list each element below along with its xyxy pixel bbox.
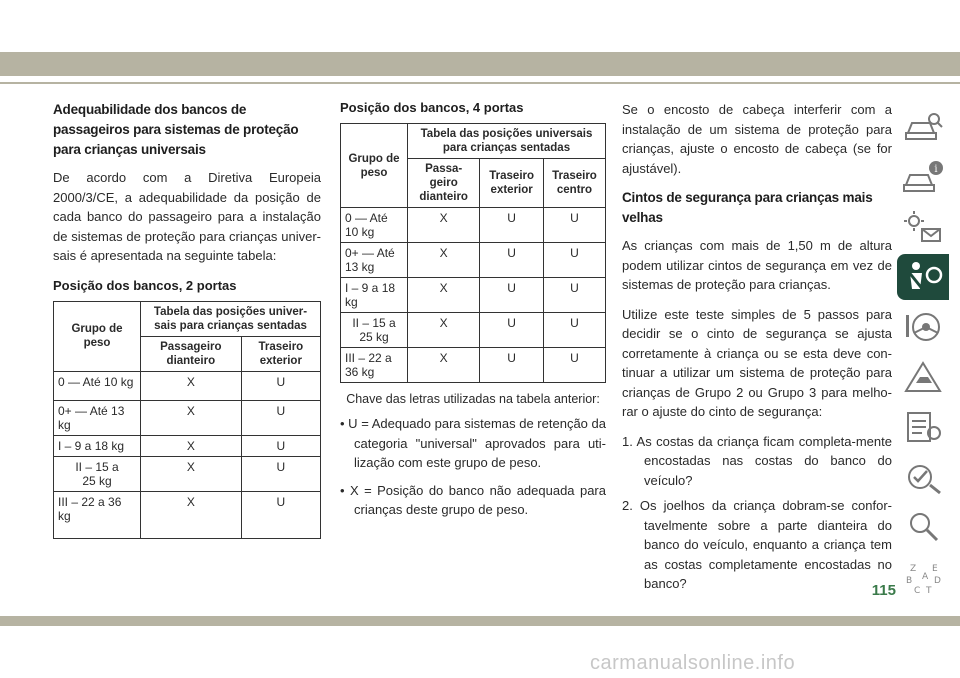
header-rear-outboard: Traseiro exterior bbox=[480, 159, 544, 208]
tab-maintenance[interactable] bbox=[897, 404, 949, 450]
section-title: Adequabilidade dos bancos de passageiros para sistemas de proteção para crianças universais bbox=[53, 102, 299, 157]
seat-table-2-doors bbox=[53, 301, 321, 539]
chapter-tabs bbox=[897, 104, 949, 604]
column-left bbox=[53, 100, 321, 539]
table-row: III – 22 a 36 kg X U bbox=[54, 491, 321, 538]
header-weight-group: Grupo de peso bbox=[341, 124, 408, 208]
page-number: 115 bbox=[871, 582, 896, 599]
table-title: Posição dos bancos, 2 portas bbox=[53, 277, 237, 293]
table-row: I – 9 a 18 kg X U bbox=[54, 435, 321, 456]
watermark: carmanualsonline.info bbox=[590, 652, 796, 674]
tab-alphabet-index[interactable] bbox=[897, 554, 949, 600]
starting-driving-icon bbox=[902, 309, 944, 345]
seatbelt-airbag-icon bbox=[902, 259, 944, 295]
svg-text:C: C bbox=[914, 586, 921, 595]
header-universal-positions: Tabela das posições universais para crianças sentadas bbox=[408, 124, 606, 159]
tab-car-search[interactable] bbox=[897, 104, 949, 150]
header-band bbox=[0, 52, 960, 76]
tab-emergency[interactable] bbox=[897, 354, 949, 400]
test-steps bbox=[622, 432, 892, 594]
tab-warning-lights[interactable] bbox=[897, 204, 949, 250]
table-row: II – 15 a 25 kg X U U bbox=[341, 313, 606, 348]
table-row: I – 9 a 18 kg X U U bbox=[341, 278, 606, 313]
emergency-icon bbox=[902, 359, 944, 395]
car-search-icon bbox=[902, 109, 944, 145]
tab-safety[interactable] bbox=[897, 254, 949, 300]
header-front-passenger: Passa-geiro dianteiro bbox=[408, 159, 480, 208]
search-icon bbox=[902, 509, 944, 545]
alphabet-index-icon bbox=[902, 559, 944, 595]
header-weight-group: Grupo de peso bbox=[54, 301, 141, 371]
table-row: 0+ — Até 13 kg X U U bbox=[341, 243, 606, 278]
header-rear-centre: Traseiro centro bbox=[543, 159, 605, 208]
warning-lights-icon bbox=[902, 209, 944, 245]
footer-band bbox=[0, 616, 960, 626]
step-2: 2. Os joelhos da criança dobram-se confor-tavelmente sobre a parte dianteira do banco do veículo, enquanto a criança tem as costas completamente encostadas no banco? bbox=[622, 498, 892, 591]
column-right bbox=[622, 100, 892, 600]
seat-table-4-doors bbox=[340, 123, 606, 383]
svg-text:T: T bbox=[926, 586, 932, 595]
svg-text:Z: Z bbox=[910, 564, 917, 574]
column-middle bbox=[340, 100, 606, 528]
table-caption: Chave das letras utilizadas na tabela anterior: bbox=[346, 392, 600, 406]
table-row: II – 15 a 25 kg X U bbox=[54, 456, 321, 491]
svg-text:E: E bbox=[932, 564, 938, 574]
header-rear-outboard: Traseiro exterior bbox=[241, 336, 320, 371]
key-x: • X = Posição do banco não adequada para crianças deste grupo de peso. bbox=[340, 482, 606, 517]
table-title: Posição dos bancos, 4 portas bbox=[340, 100, 524, 115]
header-universal-positions: Tabela das posições univer-sais para crianças sentadas bbox=[141, 301, 321, 336]
header-rule bbox=[0, 82, 960, 84]
key-list bbox=[340, 414, 606, 520]
test-paragraph: Utilize este teste simples de 5 passos para decidir se o cinto de segurança se ajusta corretamente à criança ou se esta deve con-tinuar a utilizar um sistema de proteção para crianças de Grupo 2 ou Grupo 3 para melho-rar o ajuste do cinto de segurança: bbox=[622, 306, 892, 419]
step-1: 1. As costas da criança ficam completa-mente encostadas nas costas do banco do veículo? bbox=[622, 433, 892, 488]
service-tools-icon bbox=[902, 459, 944, 495]
tab-service-tools[interactable] bbox=[897, 454, 949, 500]
headrest-paragraph: Se o encosto de cabeça interferir com a instalação de um sistema de proteção para crianças, ajuste o encosto de cabeça (se for ajustável). bbox=[622, 102, 892, 176]
tab-search[interactable] bbox=[897, 504, 949, 550]
svg-text:A: A bbox=[922, 572, 929, 582]
table-row: 0 — Até 10 kg X U U bbox=[341, 208, 606, 243]
car-info-icon bbox=[902, 159, 944, 195]
svg-text:B: B bbox=[906, 576, 913, 586]
table-row: 0+ — Até 13 kg X U bbox=[54, 400, 321, 435]
key-u: • U = Adequado para sistemas de retenção da categoria "universal" aprovados para uti-lização com este grupo de peso. bbox=[340, 416, 606, 470]
header-front-passenger: Passageiro dianteiro bbox=[141, 336, 242, 371]
table-row: III – 22 a 36 kg X U U bbox=[341, 348, 606, 383]
maintenance-icon bbox=[902, 409, 944, 445]
tab-car-info[interactable] bbox=[897, 154, 949, 200]
svg-text:i: i bbox=[934, 164, 938, 175]
intro-paragraph: De acordo com a Diretiva Europeia 2000/3/CE, a adequabilidade da posição de cada banco do passageiro para a instalação de sistemas de proteção para crianças univer-sais é apresentada na seguinte tabela: bbox=[53, 170, 321, 263]
tab-starting-driving[interactable] bbox=[897, 304, 949, 350]
table-row: 0 — Até 10 kg X U bbox=[54, 371, 321, 400]
height-paragraph: As crianças com mais de 1,50 m de altura podem utilizar cintos de segurança em vez de sistemas de proteção para crianças. bbox=[622, 238, 892, 292]
svg-text:D: D bbox=[934, 576, 941, 586]
section-title: Cintos de segurança para crianças mais velhas bbox=[622, 190, 873, 225]
